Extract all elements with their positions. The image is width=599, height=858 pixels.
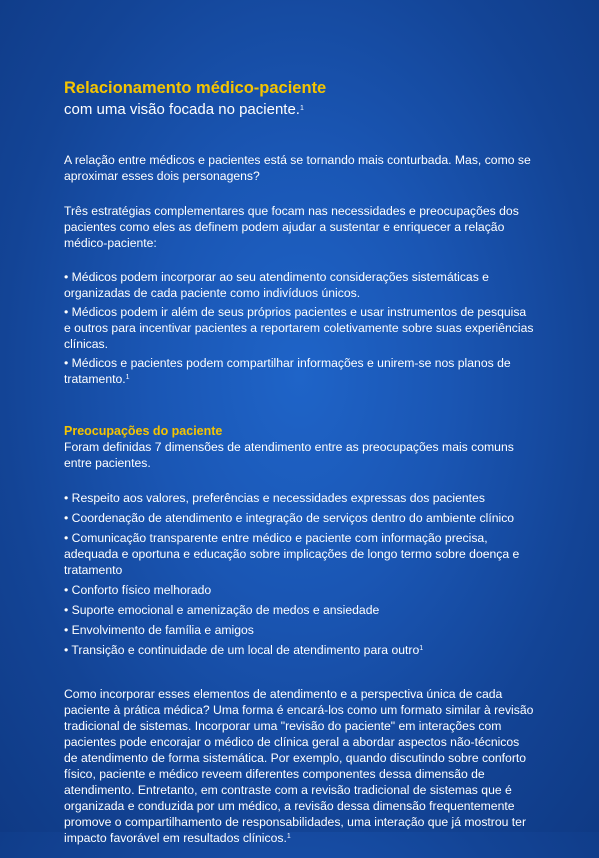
list-item: • Transição e continuidade de um local de atendimento para outro$^1$ <box>64 643 424 657</box>
section-title: Preocupações do paciente <box>64 424 223 438</box>
footnote-ref: 1 <box>286 833 291 840</box>
list-item: • Médicos podem incorporar ao seu atendimento considerações sistemáticas e organizadas de cada paciente como indivíduos únicos. <box>64 270 489 300</box>
content <box>64 78 536 858</box>
list-item: • Suporte emocional e amenização de medos e ansiedade <box>64 603 380 617</box>
list-item: • Respeito aos valores, preferências e necessidades expressas dos pacientes <box>64 491 485 505</box>
footnote-ref: 1 <box>419 645 424 652</box>
footnote-ref: 1 <box>125 374 130 381</box>
concerns-list <box>64 490 536 658</box>
list-item: • Envolvimento de família e amigos <box>64 623 254 637</box>
list-item: • Comunicação transparente entre médico e paciente com informação precisa, adequada e oportuna e educação sobre implicações de longo termo sobre doença e tratamento <box>64 531 520 577</box>
closing-paragraph: Como incorporar esses elementos de atendimento e a perspectiva única de cada paciente à prática médica? Uma forma é encará-los como um formato similar à revisão tradicional de sistemas. Incorporar uma "revisão do paciente" em interações com pacientes pode encorajar o médico de clínica geral a abordar aspectos não-técnicos de atendimento de forma sistemática. Por exemplo, quando discutindo sobre conforto físico, paciente e médico reveem diferentes componentes dessa dimensão de atendimento. Entretanto, em contraste com a revisão tradicional de sistemas que é organizada e conduzida por um médico, a revisão dessa dimensão frequentemente promove o compartilhamento de responsabilidades, uma interação que já mostrou ter impacto favorável em resultados clínicos.$^1$ <box>64 687 534 845</box>
page-title: Relacionamento médico-paciente <box>64 79 327 97</box>
intro-paragraph: A relação entre médicos e pacientes está se tornando mais conturbada. Mas, como se aproximar esses dois personagens? <box>64 153 531 183</box>
strategies-list <box>64 269 536 387</box>
page-subtitle <box>64 100 536 120</box>
list-item: • Conforto físico melhorado <box>64 583 212 597</box>
strategies-intro-paragraph: Três estratégias complementares que focam nas necessidades e preocupações dos pacientes como eles as definem podem ajudar a sustentar e enriquecer a relação médico-paciente: <box>64 204 519 250</box>
subtitle-text: com uma visão focada no paciente. <box>64 101 300 118</box>
list-item: • Médicos podem ir além de seus próprios pacientes e usar instrumentos de pesquisa e outros para incentivar pacientes a reportarem coletivamente sobre suas experiências clínicas. <box>64 305 534 351</box>
list-item: • Médicos e pacientes podem compartilhar informações e unirem-se nos planos de tratamento.$^1$ <box>64 356 511 386</box>
concerns-intro-paragraph: Foram definidas 7 dimensões de atendimento entre as preocupações mais comuns entre pacientes. <box>64 440 514 470</box>
footnote-ref: 1 <box>299 105 304 112</box>
list-item: • Coordenação de atendimento e integração de serviços dentro do ambiente clínico <box>64 511 515 525</box>
